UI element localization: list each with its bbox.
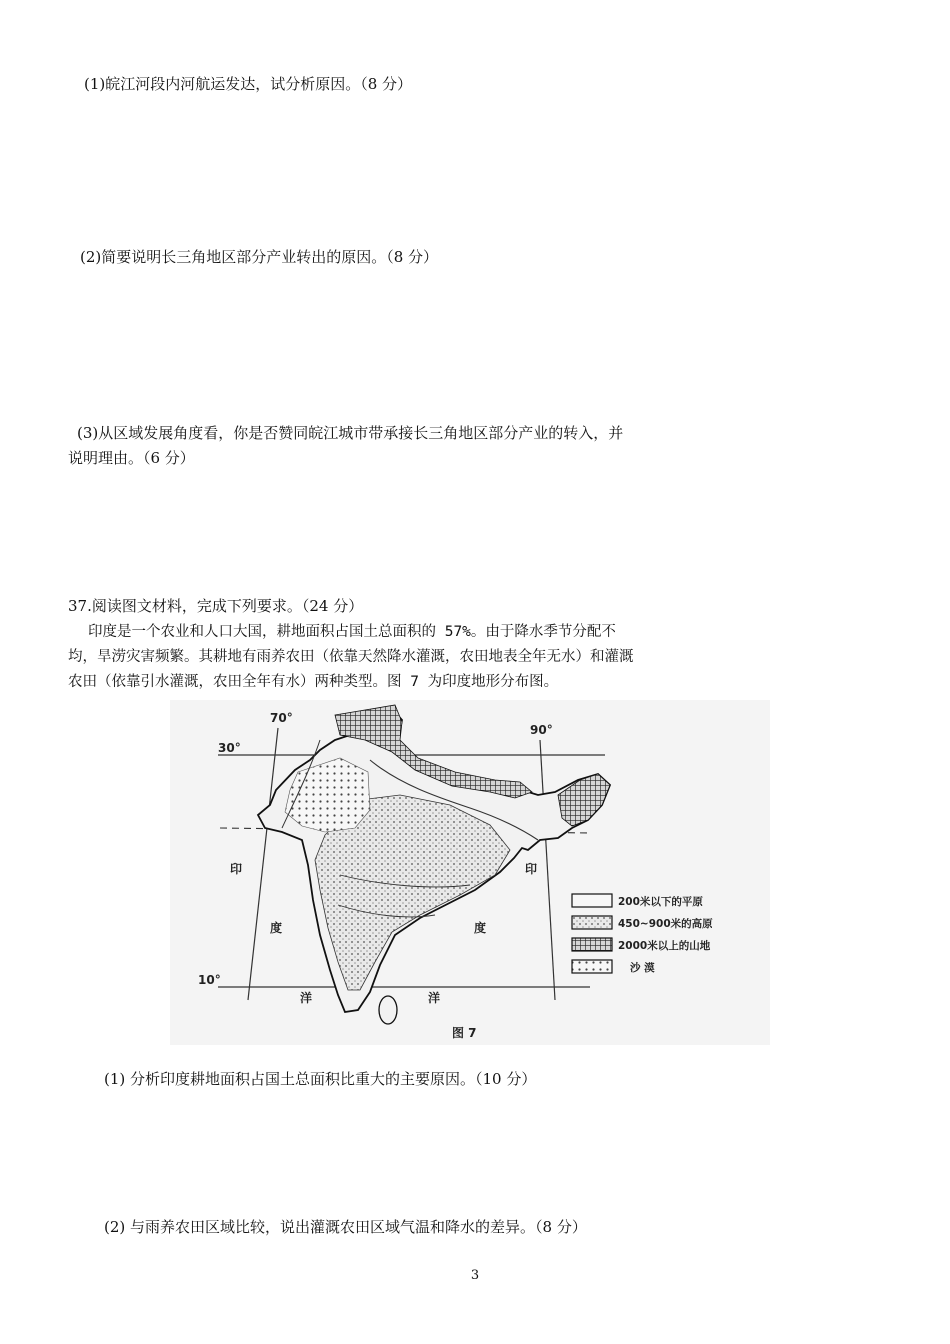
lon-label-70: 70° xyxy=(270,711,293,725)
lat-label-30: 30° xyxy=(218,741,241,755)
sea-label-1: 印 xyxy=(230,862,243,876)
page-number: 3 xyxy=(470,1268,480,1283)
lon-label-90: 90° xyxy=(530,723,553,737)
sea-label-4: 印 xyxy=(525,862,538,876)
legend-label-desert: 沙 漠 xyxy=(630,962,655,974)
sea-label-2: 度 xyxy=(270,921,283,935)
material-line-2: 均，旱涝灾害频繁。其耕地有雨养农田（依靠天然降水灌溉，农田地表全年无水）和灌溉 xyxy=(68,649,634,665)
legend-label-plain: 200米以下的平原 xyxy=(618,896,703,908)
legend-swatch-plain xyxy=(572,894,612,907)
legend-swatch-mountain xyxy=(572,938,612,951)
sea-label-3: 洋 xyxy=(300,991,313,1005)
question-36-3-line2: 说明理由。（6 分） xyxy=(68,449,195,467)
question-36-1: (1)皖江河段内河航运发达，试分析原因。（8 分） xyxy=(84,75,413,93)
question-37-1: (1) 分析印度耕地面积占国土总面积比重大的主要原因。（10 分） xyxy=(104,1070,537,1088)
question-36-2: (2)简要说明长三角地区部分产业转出的原因。（8 分） xyxy=(80,248,439,266)
question-36-3-line1: (3)从区域发展角度看，你是否赞同皖江城市带承接长三角地区部分产业的转入，并 xyxy=(77,424,624,442)
sri-lanka-island xyxy=(379,996,397,1024)
material-line-3: 农田（依靠引水灌溉，农田全年有水）两种类型。图 7 为印度地形分布图。 xyxy=(68,674,559,690)
map-caption: 图 7 xyxy=(452,1026,477,1040)
sea-label-6: 洋 xyxy=(428,991,441,1005)
legend-swatch-desert xyxy=(572,960,612,973)
question-37-title: 37.阅读图文材料，完成下列要求。（24 分） xyxy=(68,597,364,615)
material-line-1: 印度是一个农业和人口大国，耕地面积占国土总面积的 57%。由于降水季节分配不 xyxy=(88,624,616,640)
legend-swatch-plateau xyxy=(572,916,612,929)
question-37-2: (2) 与雨养农田区域比较，说出灌溉农田区域气温和降水的差异。（8 分） xyxy=(104,1218,587,1236)
legend-label-plateau: 450~900米的高原 xyxy=(618,918,713,930)
lat-label-10: 10° xyxy=(198,973,221,987)
legend-label-mountain: 2000米以上的山地 xyxy=(618,940,711,952)
india-terrain-map xyxy=(170,700,770,1045)
sea-label-5: 度 xyxy=(474,921,487,935)
